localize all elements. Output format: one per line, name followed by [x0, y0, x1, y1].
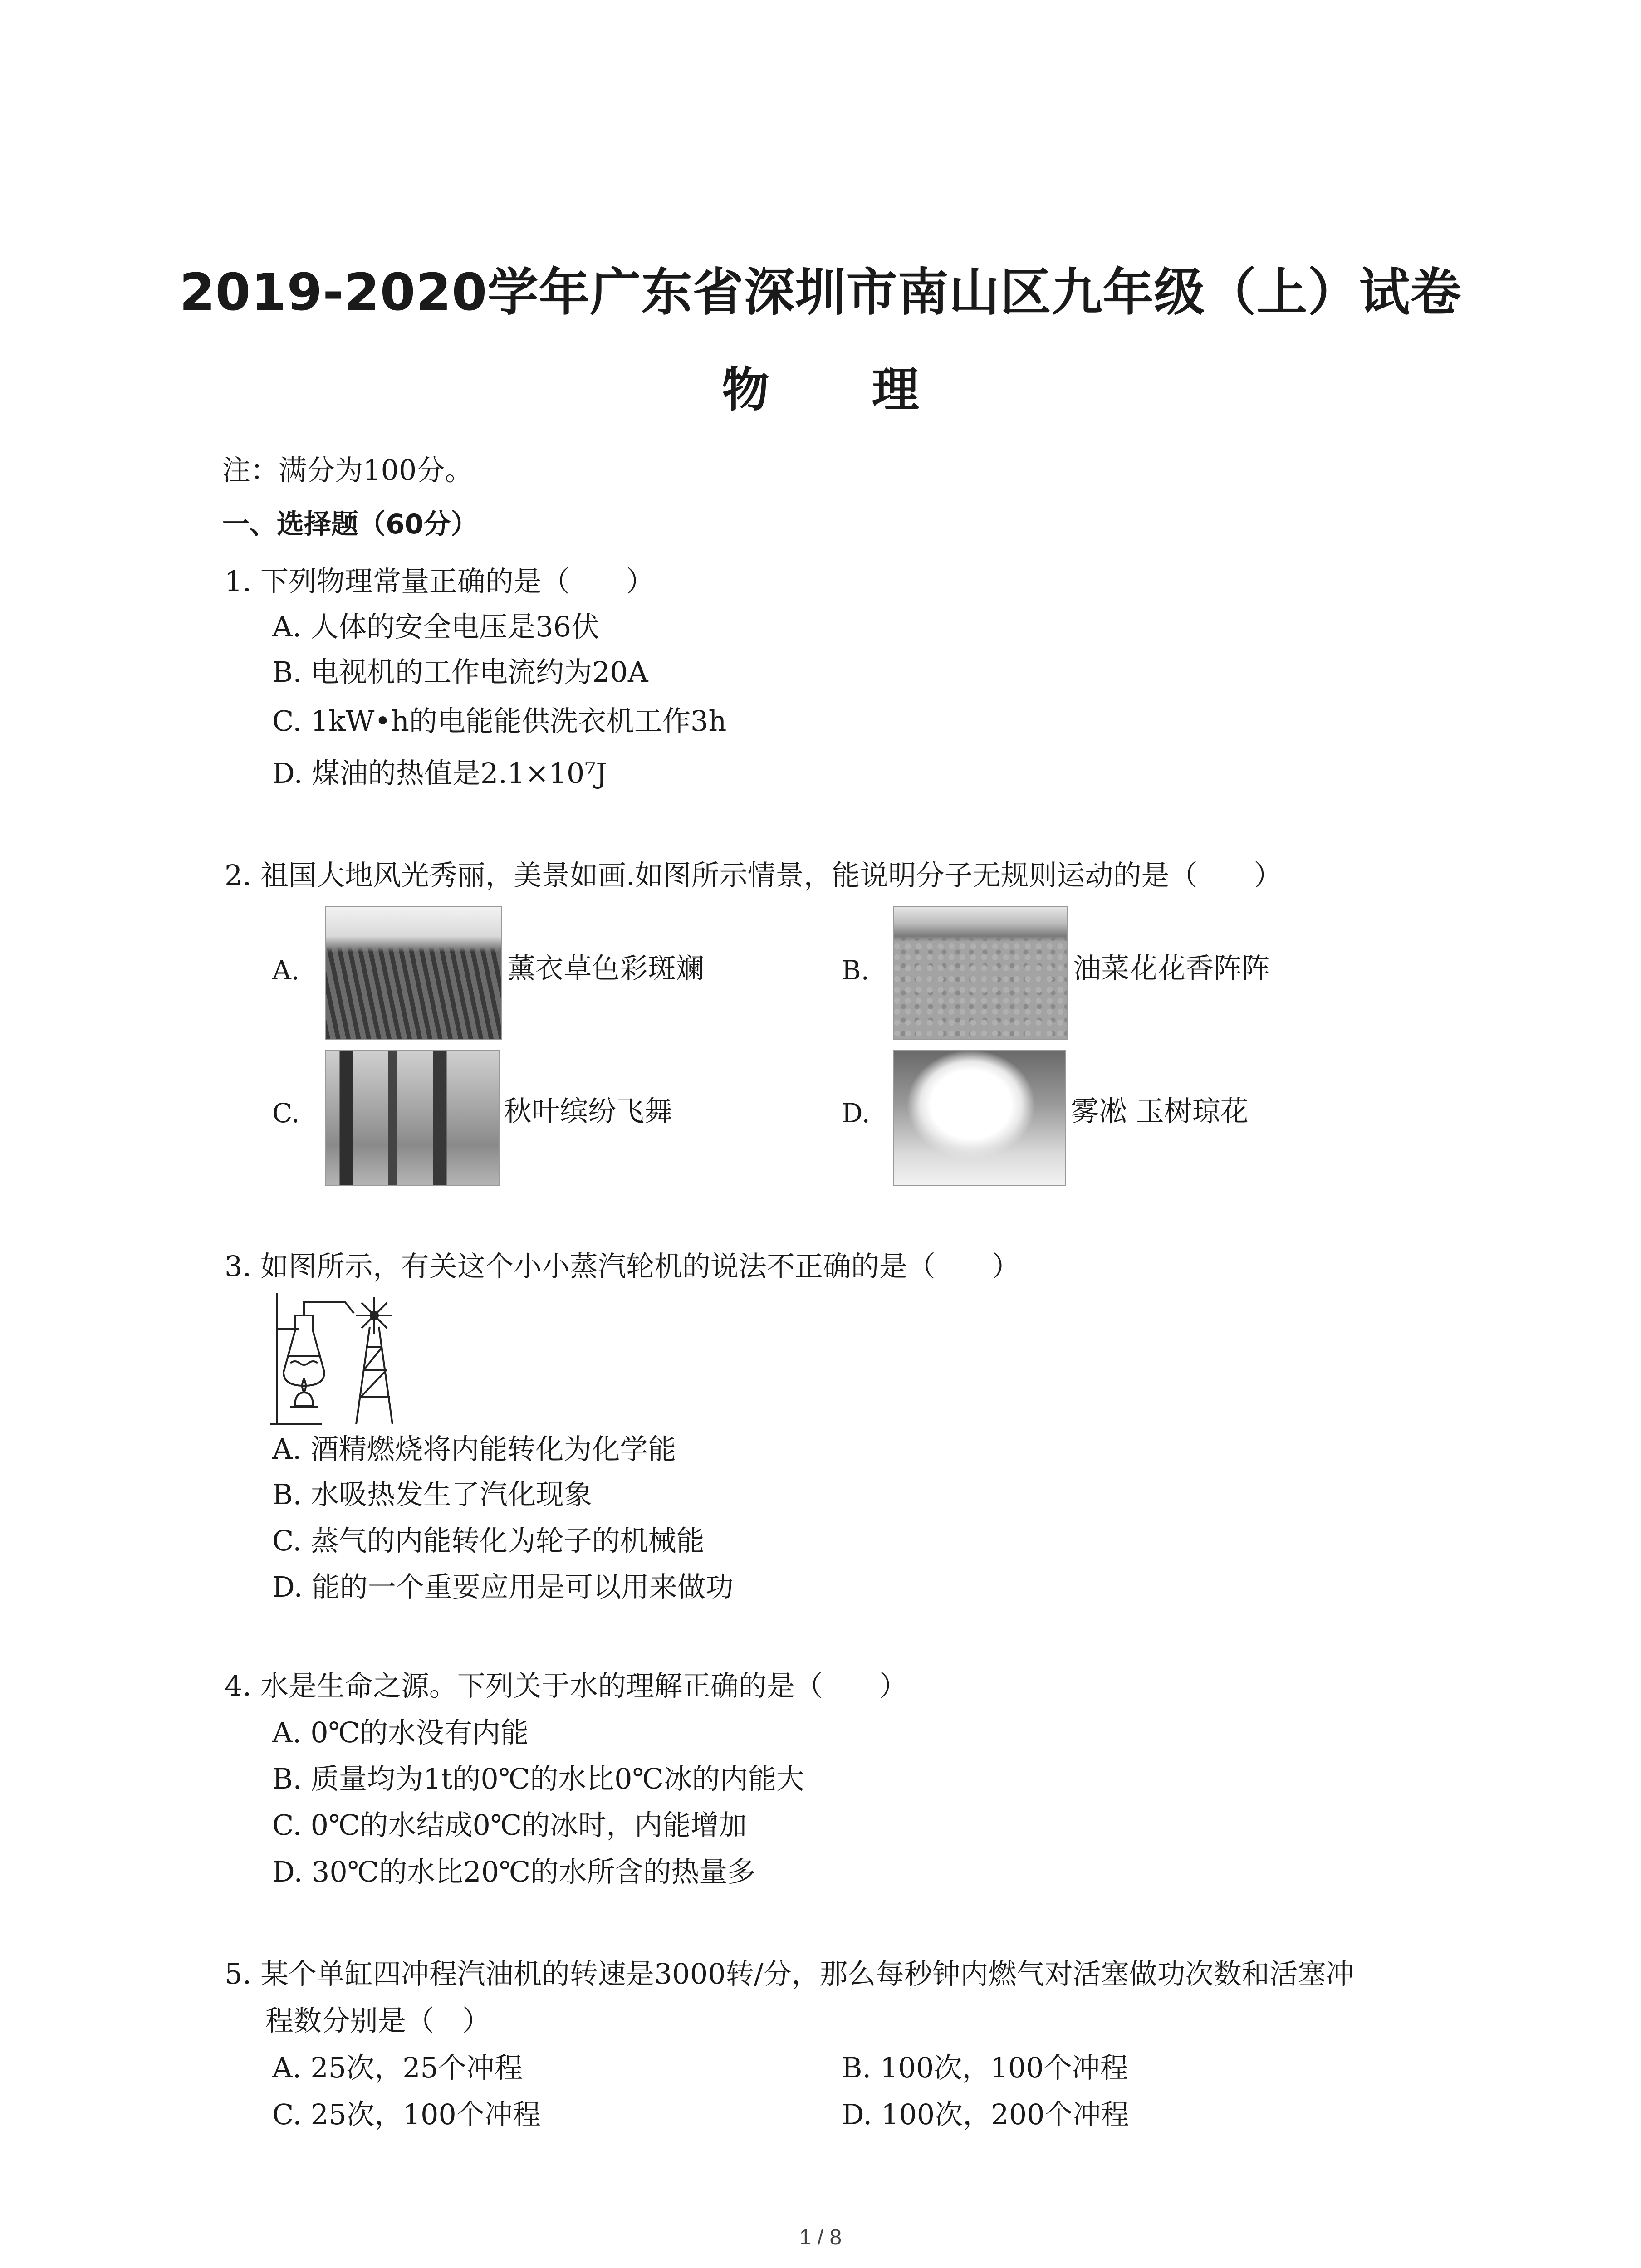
- option-a: A. 0℃的水没有内能: [272, 1716, 529, 1749]
- autumn-leaves-photo: [325, 1050, 500, 1186]
- option-a: A. 人体的安全电压是36伏: [272, 610, 600, 643]
- option-a: A. 酒精燃烧将内能转化为化学能: [272, 1432, 676, 1466]
- option-d: D. 100次，200个冲程: [842, 2098, 1129, 2131]
- rapeseed-field-photo: [893, 906, 1068, 1040]
- option-d-letter: D.: [842, 1098, 870, 1129]
- score-note: 注：满分为100分。: [222, 454, 473, 487]
- option-b: B. 水吸热发生了汽化现象: [272, 1478, 592, 1511]
- question-stem: 2. 祖国大地风光秀丽，美景如画.如图所示情景，能说明分子无规则运动的是（ ）: [225, 859, 1282, 892]
- option-b: B. 质量均为1t的0℃的水比0℃冰的内能大: [272, 1762, 804, 1795]
- option-c: C. 蒸气的内能转化为轮子的机械能: [272, 1524, 705, 1557]
- option-c: C. 1kW•h的电能能供洗衣机工作3h: [272, 704, 727, 738]
- option-a-caption: 薰衣草色彩斑斓: [507, 952, 705, 985]
- option-b-letter: B.: [842, 955, 870, 986]
- option-d: D. 能的一个重要应用是可以用来做功: [272, 1570, 734, 1603]
- option-c-letter: C.: [272, 1098, 300, 1129]
- subject-title: 物 理: [722, 362, 962, 417]
- option-c-caption: 秋叶缤纷飞舞: [504, 1095, 673, 1128]
- option-c: C. 0℃的水结成0℃的冰时，内能增加: [272, 1809, 747, 1842]
- option-d: D. 30℃的水比20℃的水所含的热量多: [272, 1855, 756, 1888]
- question-stem-line1: 5. 某个单缸四冲程汽油机的转速是3000转/分，那么每秒钟内燃气对活塞做功次数和活塞冲: [225, 1957, 1354, 1990]
- rime-tree-photo: [893, 1050, 1066, 1186]
- option-b: B. 电视机的工作电流约为20A: [272, 655, 648, 689]
- option-d: D. 煤油的热值是2.1×10⁷J: [272, 757, 607, 790]
- steam-turbine-diagram: [268, 1288, 404, 1429]
- option-a-letter: A.: [272, 955, 300, 986]
- lavender-field-photo: [325, 906, 502, 1040]
- option-c: C. 25次，100个冲程: [272, 2098, 541, 2131]
- question-stem: 4. 水是生命之源。下列关于水的理解正确的是（ ）: [225, 1669, 907, 1702]
- exam-title: 2019-2020学年广东省深圳市南山区九年级（上）试卷: [179, 263, 1462, 322]
- question-stem: 1. 下列物理常量正确的是（ ）: [225, 565, 654, 598]
- page-number: 1 / 8: [799, 2225, 842, 2249]
- option-d-caption: 雾凇 玉树琼花: [1071, 1095, 1249, 1128]
- option-a: A. 25次，25个冲程: [272, 2051, 523, 2084]
- question-stem-line2: 程数分别是（ ）: [265, 2004, 491, 2037]
- option-b: B. 100次，100个冲程: [842, 2051, 1128, 2084]
- option-b-caption: 油菜花花香阵阵: [1073, 952, 1270, 985]
- section-heading: 一、选择题（60分）: [222, 508, 478, 540]
- question-stem: 3. 如图所示，有关这个小小蒸汽轮机的说法不正确的是（ ）: [225, 1250, 1020, 1283]
